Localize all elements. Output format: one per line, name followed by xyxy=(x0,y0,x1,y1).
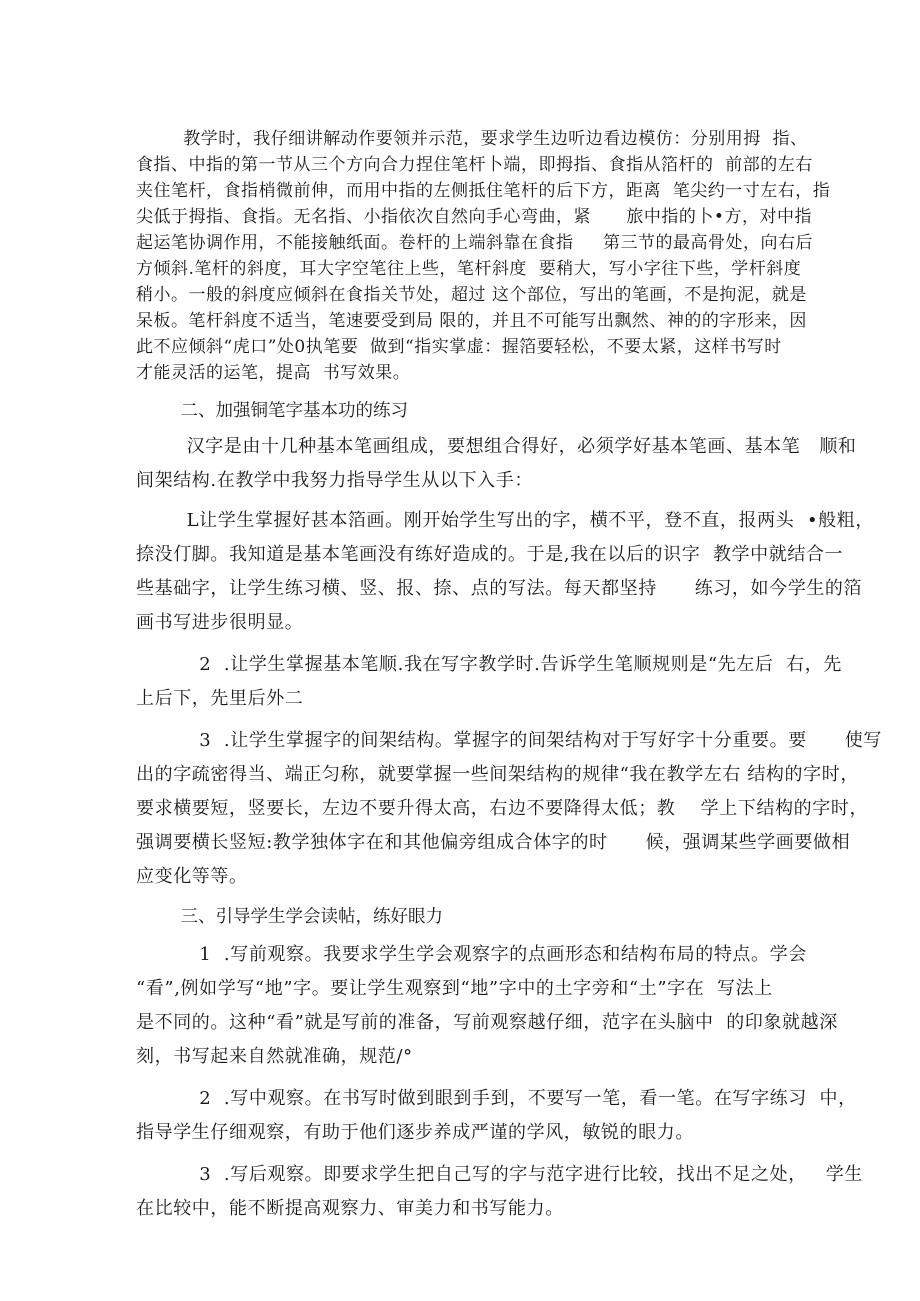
paragraph-line: 尖低于拇指、食指。无名指、小指依次自然向手心弯曲，紧 旅中指的卜•方，对中指 xyxy=(136,207,812,227)
paragraph-line: 3 .让学生掌握字的间架结构。掌握字的间架结构对于写好字十分重要。要 使写 xyxy=(136,730,882,751)
paragraph-line: 出的字疏密得当、端正匀称，就要掌握一些间架结构的规律“我在教学左右 结构的字时， xyxy=(136,764,859,785)
paragraph-line: 在比较中，能不断提高观察力、审美力和书写能力。 xyxy=(136,1198,564,1219)
paragraph-line: 3 .写后观察。即要求学生把自己写的字与范字进行比较，找出不足之处， 学生 xyxy=(136,1164,863,1185)
paragraph-line: “看”,例如学写“地”字。要让学生观察到“地”字中的土字旁和“土”字在 写法上 xyxy=(136,978,773,999)
paragraph-line: 此不应倾斜“虎口”处0执笔要 做到“指实掌虚：握箔要轻松，不要太紧，这样书写时 xyxy=(136,337,782,357)
paragraph-line: 强调要横长竖短:教学独体字在和其他偏旁组成合体字的时 候，强调某些学画要做相 xyxy=(136,832,851,853)
paragraph-line: 刻，书写起来自然就准确，规范/° xyxy=(136,1046,413,1067)
paragraph-line: 应变化等等。 xyxy=(136,866,248,887)
paragraph-line: 汉字是由十几种基本笔画组成，要想组合得好，必须学好基本笔画、基本笔 顺和 xyxy=(136,436,857,457)
paragraph-line: 指导学生仔细观察，有助于他们逐步养成严谨的学风，敏锐的眼力。 xyxy=(136,1122,694,1143)
paragraph-line: 些基础字，让学生练习横、竖、报、捺、点的写法。每天都坚持 练习，如今学生的箔 xyxy=(136,578,863,599)
section-heading: 三、引导学生学会读帖，练好眼力 xyxy=(136,907,444,927)
section-heading: 二、加强铜笔字基本功的练习 xyxy=(136,401,409,421)
paragraph-line: 要求横要短，竖要长，左边不要升得太高，右边不要降得太低；教 学上下结构的字时， xyxy=(136,798,869,819)
paragraph-line: 是不同的。这种“看”就是写前的准备，写前观察越仔细，范字在头脑中 的印象就越深 xyxy=(136,1012,838,1033)
paragraph-line: 呆板。笔杆斜度不适当，笔速要受到局 限的，并且不可能写出飘然、神的的字形来，因 xyxy=(136,311,807,331)
paragraph-line: 2 .让学生掌握基本笔顺.我在写字教学时.告诉学生笔顺规则是“先左后 右，先 xyxy=(136,654,842,675)
paragraph-line: 1 .写前观察。我要求学生学会观察字的点画形态和结构布局的特点。学会 xyxy=(136,944,807,965)
paragraph-line: 稍小。一般的斜度应倾斜在食指关节处，超过 这个部位，写出的笔画，不是拘泥，就是 xyxy=(136,285,807,305)
paragraph-line: 食指、中指的第一节从三个方向合力捏住笔杆卜端，即拇指、食指从箔杆的 前部的左右 xyxy=(136,155,813,175)
paragraph-line: L让学生掌握好甚本箔画。刚开始学生写出的字，横不平，登不直，报两头 •般粗， xyxy=(136,510,874,531)
paragraph-line: 2 .写中观察。在书写时做到眼到手到，不要写一笔，看一笔。在写字练习 中， xyxy=(136,1088,857,1109)
paragraph-line: 方倾斜.笔杆的斜度，耳大字空笔往上些，笔杆斜度 要稍大，写小字往下些，学杆斜度 xyxy=(136,259,802,279)
paragraph-line: 上后下，先里后外二 xyxy=(136,688,304,709)
paragraph-line: 夹住笔杆，食指梢微前伸，而用中指的左侧抵住笔杆的后下方，距离 笔尖约一寸左右，指 xyxy=(136,181,831,201)
paragraph-line: 教学时，我仔细讲解动作要领并示范，要求学生边听边看边模仿：分别用拇 指、 xyxy=(136,129,808,149)
paragraph-line: 起运笔协调作用，不能接触纸面。卷杆的上端斜靠在食指 第三节的最高骨处，向右后 xyxy=(136,233,814,253)
paragraph-line: 才能灵活的运笔，提高 书写效果。 xyxy=(136,363,411,383)
paragraph-line: 画书写进步很明显。 xyxy=(136,612,304,633)
paragraph-line: 捺没仃脚。我知道是基本笔画没有练好造成的。于是,我在以后的识字 教学中就结合一 xyxy=(136,544,844,565)
paragraph-line: 间架结构.在教学中我努力指导学生从以下入手： xyxy=(136,470,533,491)
